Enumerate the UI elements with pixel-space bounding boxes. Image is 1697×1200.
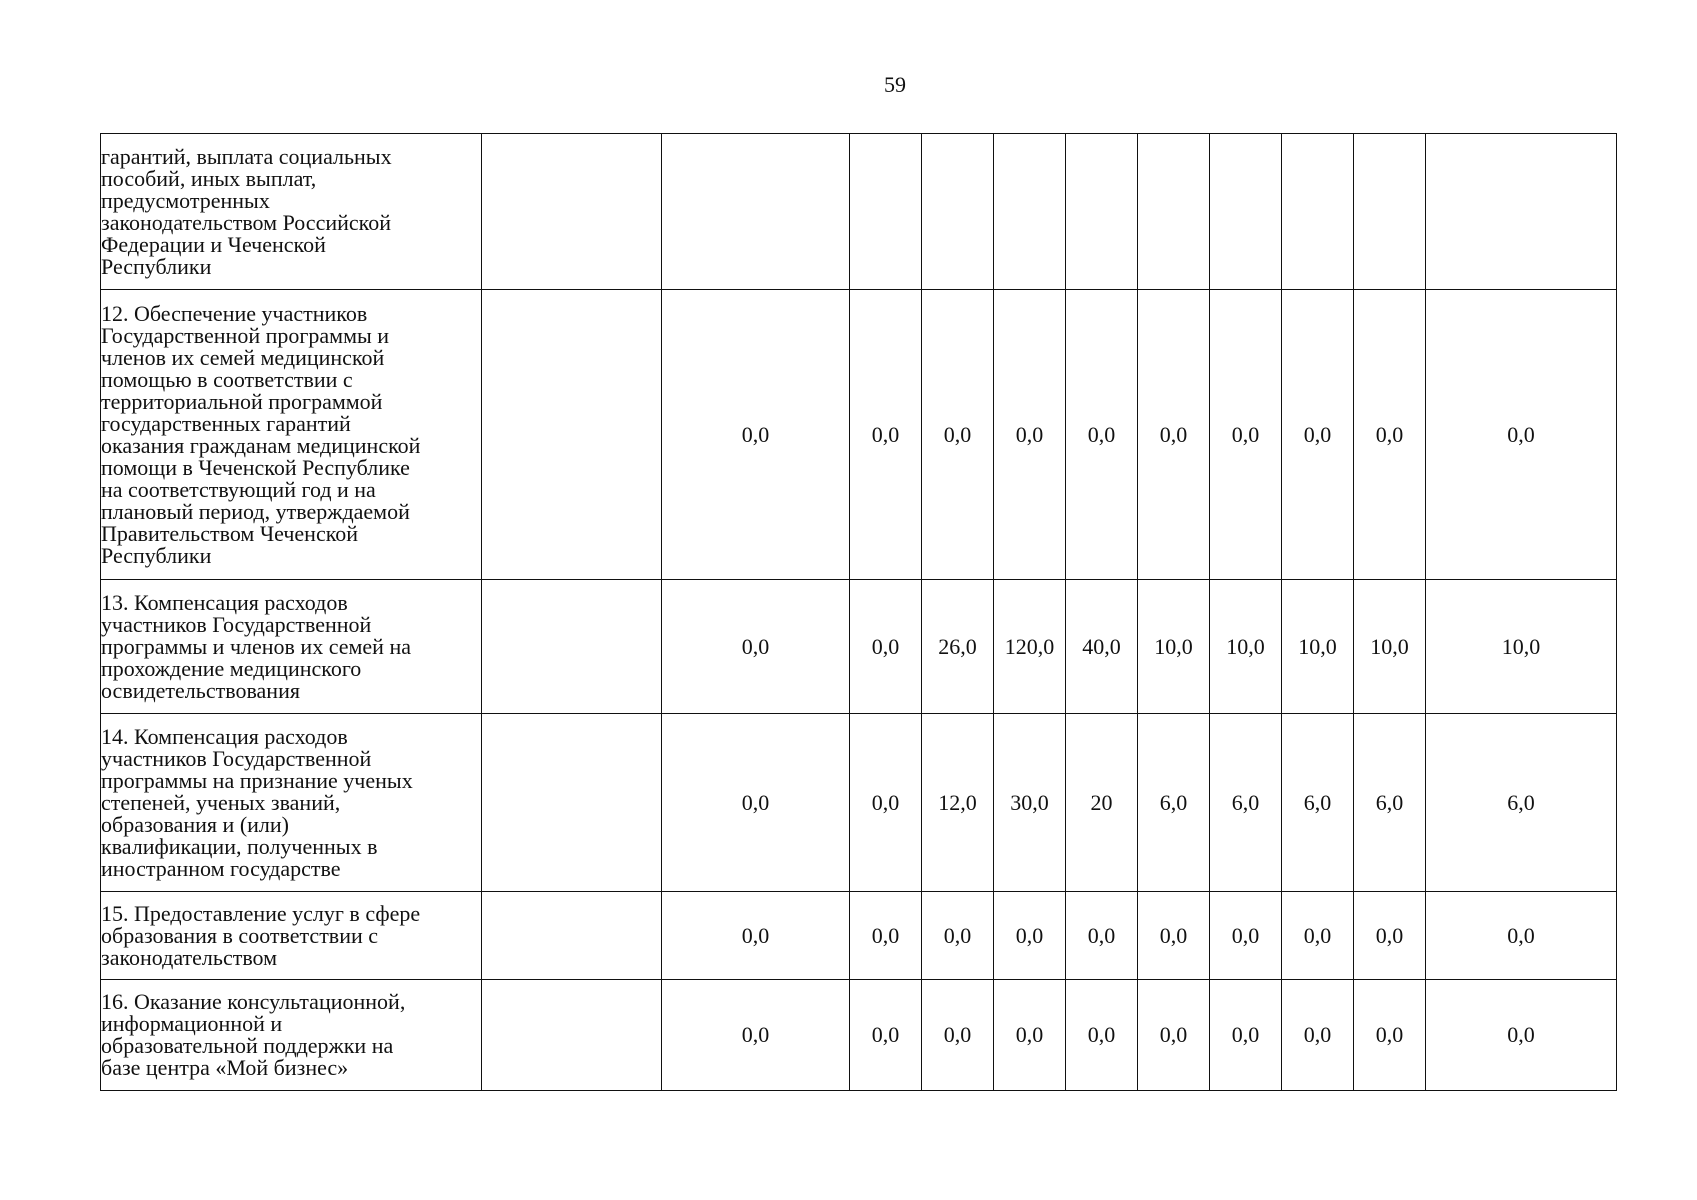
value-cell: 0,0 xyxy=(850,980,922,1091)
value-cell xyxy=(922,134,994,290)
value-cell: 0,0 xyxy=(1066,892,1138,980)
value-cell: 0,0 xyxy=(1354,290,1426,580)
value-cell xyxy=(1138,134,1210,290)
value-cell: 6,0 xyxy=(1138,714,1210,892)
value-cell: 40,0 xyxy=(1066,580,1138,714)
value-cell: 0,0 xyxy=(1138,892,1210,980)
row-label: 16. Оказание консультационной, информационной и образовательной поддержки на базе центра «Мой бизнес» xyxy=(101,980,482,1091)
value-cell: 30,0 xyxy=(994,714,1066,892)
source-cell xyxy=(482,980,662,1091)
value-cell: 0,0 xyxy=(1138,980,1210,1091)
row-label: гарантий, выплата социальных пособий, иных выплат, предусмотренных законодательством Российской Федерации и Чеченской Республики xyxy=(101,134,482,290)
value-cell: 0,0 xyxy=(1066,290,1138,580)
table-row xyxy=(101,714,1617,892)
value-cell: 0,0 xyxy=(850,290,922,580)
table-row xyxy=(101,892,1617,980)
value-cell: 0,0 xyxy=(922,290,994,580)
value-cell: 26,0 xyxy=(922,580,994,714)
total-cell xyxy=(662,134,850,290)
total-cell: 0,0 xyxy=(662,580,850,714)
value-cell: 0,0 xyxy=(994,290,1066,580)
value-cell: 0,0 xyxy=(850,892,922,980)
funding-table xyxy=(100,133,1617,1091)
value-cell: 120,0 xyxy=(994,580,1066,714)
source-cell xyxy=(482,134,662,290)
value-cell xyxy=(1426,134,1617,290)
value-cell: 0,0 xyxy=(1210,980,1282,1091)
source-cell xyxy=(482,714,662,892)
value-cell: 10,0 xyxy=(1210,580,1282,714)
value-cell: 10,0 xyxy=(1282,580,1354,714)
value-cell: 20 xyxy=(1066,714,1138,892)
value-cell: 0,0 xyxy=(1354,892,1426,980)
value-cell: 10,0 xyxy=(1354,580,1426,714)
value-cell: 0,0 xyxy=(1138,290,1210,580)
value-cell: 0,0 xyxy=(1426,980,1617,1091)
value-cell: 10,0 xyxy=(1426,580,1617,714)
row-label: 12. Обеспечение участников Государственной программы и членов их семей медицинской помощью в соответствии с территориальной программой государственных гарантий оказания гражданам медицинской помощи в Чеченской Республике на соответствующий год и на плановый период, утверждаемой Правительством Чеченской Республики xyxy=(101,290,482,580)
total-cell: 0,0 xyxy=(662,892,850,980)
value-cell xyxy=(1354,134,1426,290)
total-cell: 0,0 xyxy=(662,714,850,892)
value-cell xyxy=(1282,134,1354,290)
value-cell: 6,0 xyxy=(1210,714,1282,892)
value-cell: 0,0 xyxy=(1354,980,1426,1091)
value-cell: 6,0 xyxy=(1282,714,1354,892)
value-cell xyxy=(1066,134,1138,290)
source-cell xyxy=(482,892,662,980)
value-cell: 12,0 xyxy=(922,714,994,892)
value-cell: 6,0 xyxy=(1354,714,1426,892)
table-row xyxy=(101,980,1617,1091)
table-row xyxy=(101,580,1617,714)
value-cell: 10,0 xyxy=(1138,580,1210,714)
value-cell: 0,0 xyxy=(922,980,994,1091)
value-cell: 0,0 xyxy=(1210,892,1282,980)
value-cell: 0,0 xyxy=(922,892,994,980)
value-cell: 0,0 xyxy=(994,892,1066,980)
value-cell: 0,0 xyxy=(1066,980,1138,1091)
value-cell: 0,0 xyxy=(850,580,922,714)
value-cell: 6,0 xyxy=(1426,714,1617,892)
value-cell: 0,0 xyxy=(1210,290,1282,580)
value-cell: 0,0 xyxy=(994,980,1066,1091)
value-cell: 0,0 xyxy=(1282,980,1354,1091)
row-label: 14. Компенсация расходов участников Государственной программы на признание ученых степеней, ученых званий, образования и (или) квалификации, полученных в иностранном государстве xyxy=(101,714,482,892)
value-cell: 0,0 xyxy=(1426,290,1617,580)
value-cell: 0,0 xyxy=(1426,892,1617,980)
value-cell xyxy=(1210,134,1282,290)
row-label: 13. Компенсация расходов участников Государственной программы и членов их семей на прохождение медицинского освидетельствования xyxy=(101,580,482,714)
total-cell: 0,0 xyxy=(662,980,850,1091)
source-cell xyxy=(482,580,662,714)
source-cell xyxy=(482,290,662,580)
value-cell xyxy=(850,134,922,290)
total-cell: 0,0 xyxy=(662,290,850,580)
value-cell: 0,0 xyxy=(850,714,922,892)
value-cell: 0,0 xyxy=(1282,290,1354,580)
table-row xyxy=(101,290,1617,580)
value-cell xyxy=(994,134,1066,290)
value-cell: 0,0 xyxy=(1282,892,1354,980)
page-number: 59 xyxy=(884,72,906,97)
row-label: 15. Предоставление услуг в сфере образования в соответствии с законодательством xyxy=(101,892,482,980)
table-row xyxy=(101,134,1617,290)
